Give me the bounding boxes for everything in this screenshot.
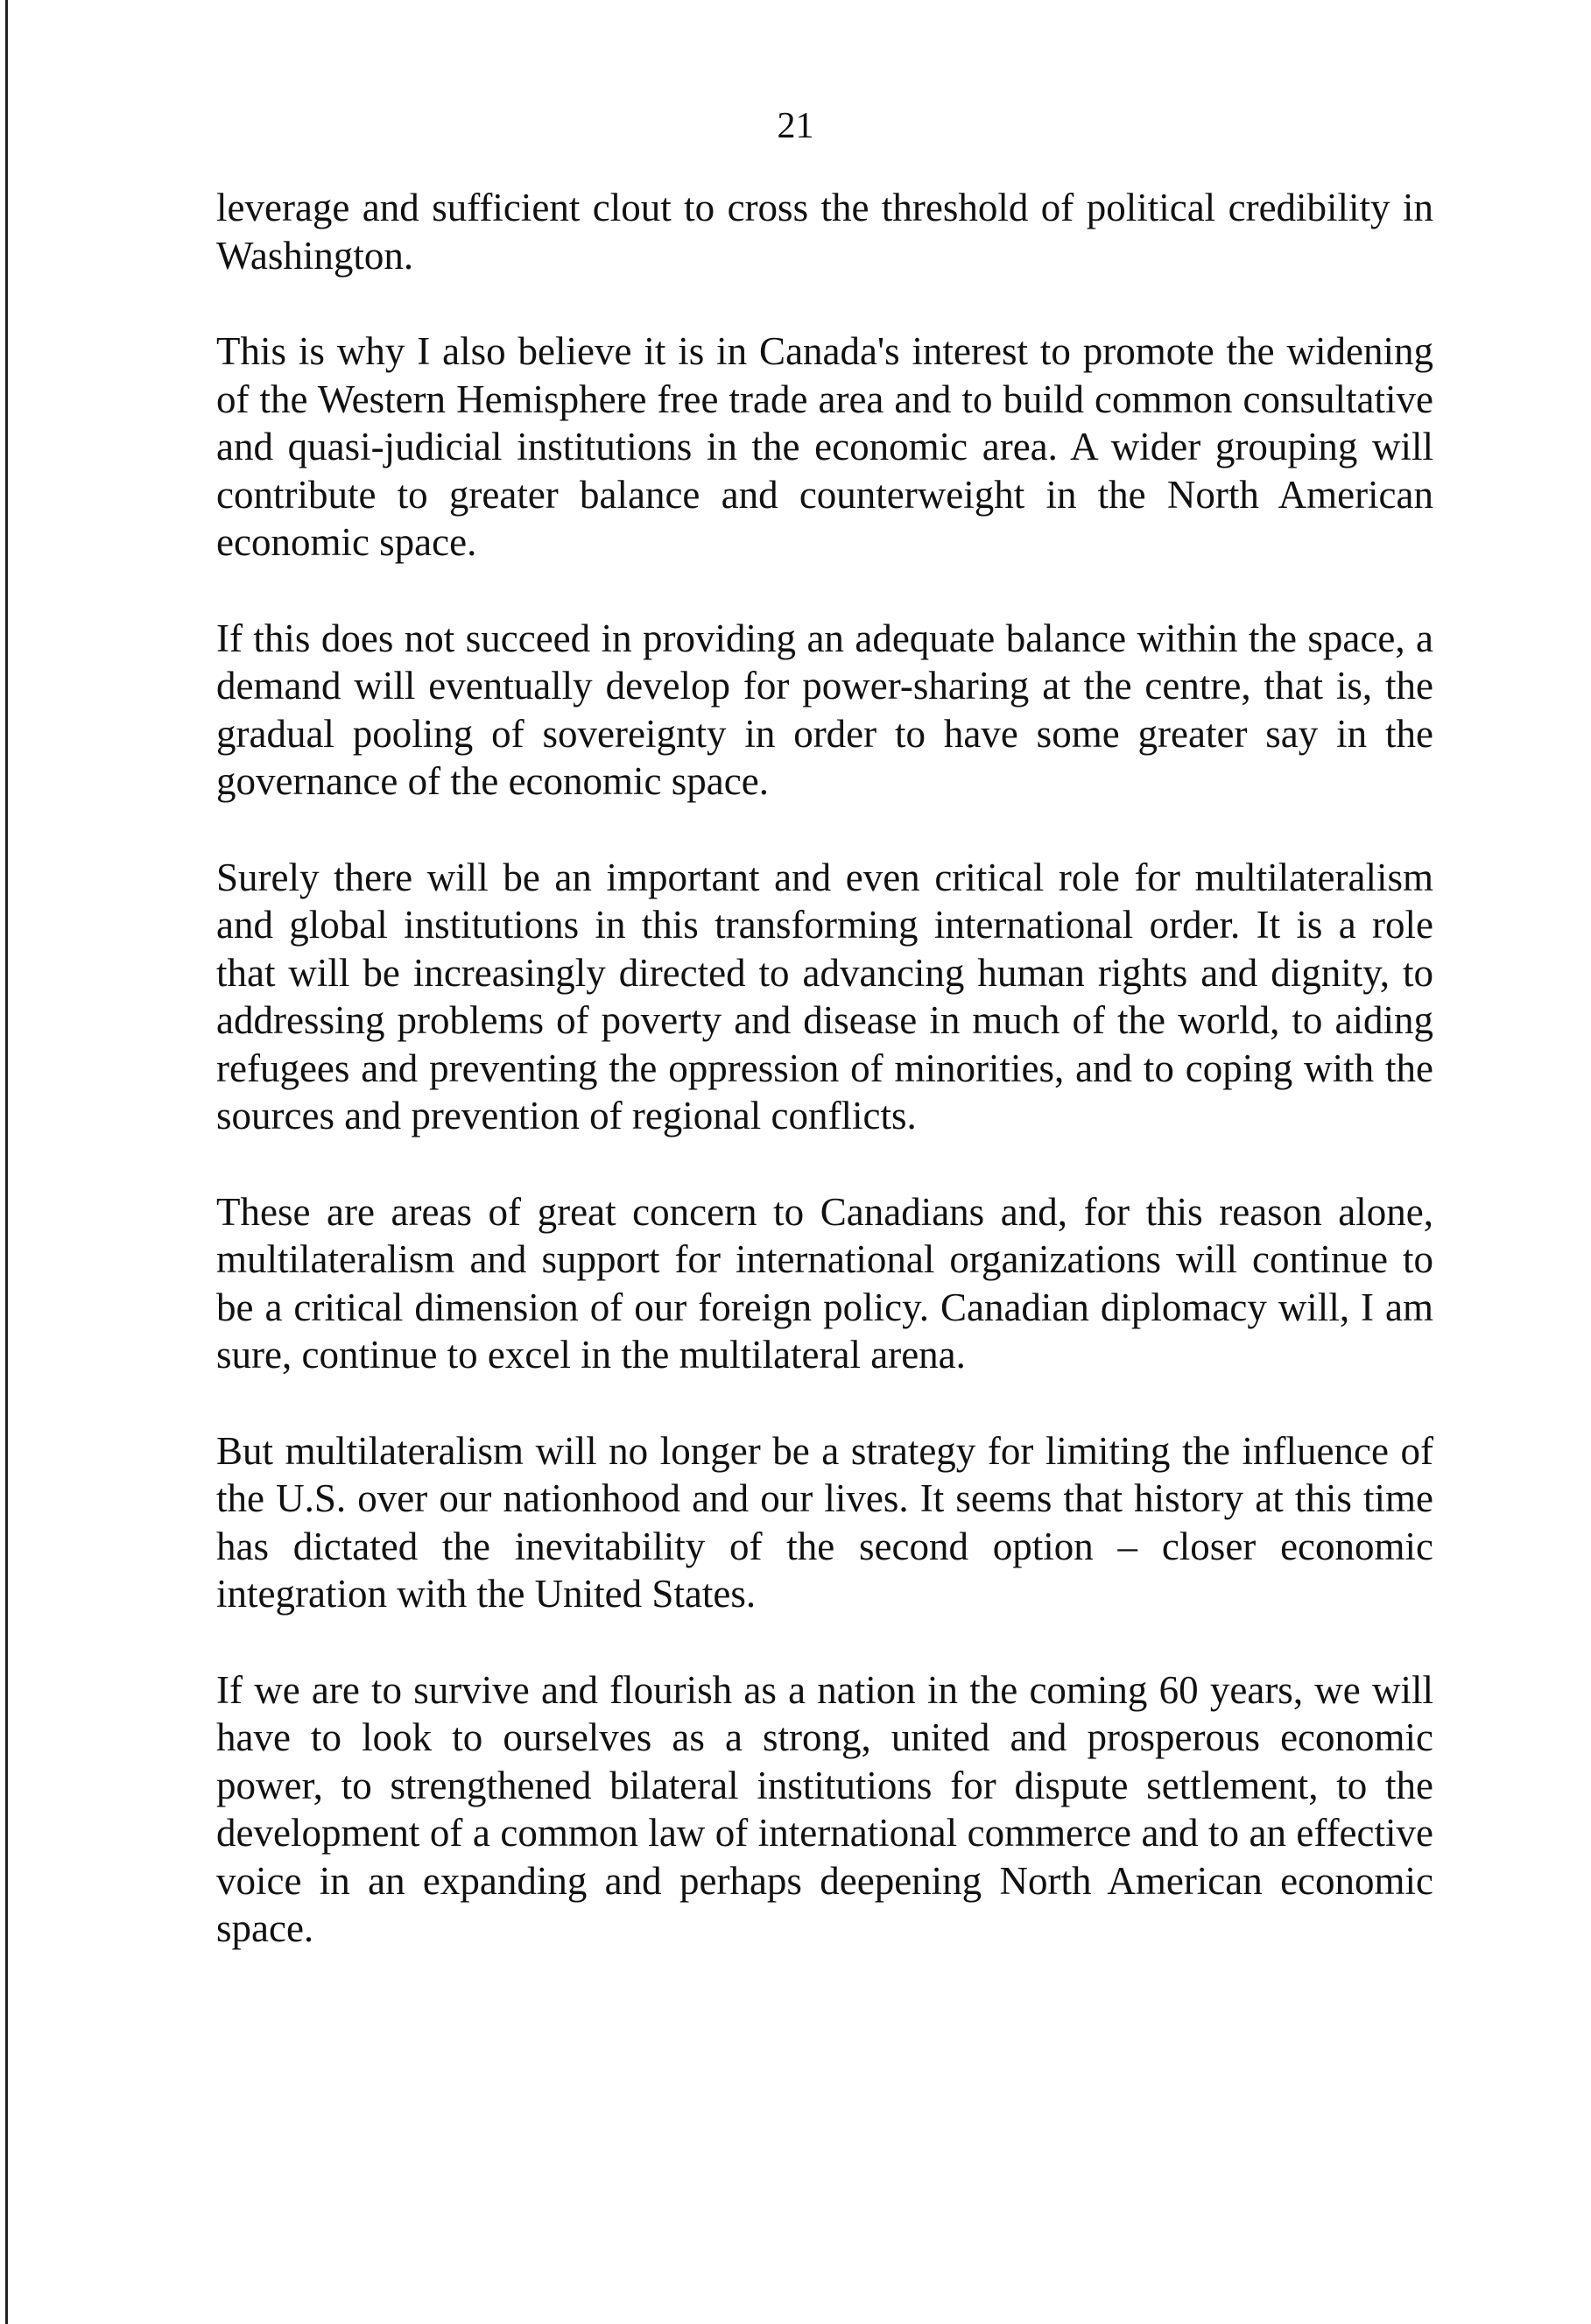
paragraph: If this does not succeed in providing an adequate balance within the space, a demand will eventually develop for power-sharing at the centre, that is, the gradual pooling of sovereignty in order to have some greater say in the governance of the economic space. [216,616,1433,803]
paragraph: But multilateralism will no longer be a strategy for limiting the influence of the U.S. over our nationhood and our lives. It seems that history at this time has dictated the inevitability of the second option – closer economic integration with the United States. [216,1428,1433,1616]
paragraph: If we are to survive and flourish as a nation in the coming 60 years, we will have to look to ourselves as a strong, united and prosperous economic power, to strengthened bilateral institutions for dispute settlement, to the development of a common law of international commerce and to an effective voice in an expanding and perhaps deepening North American economic space. [216,1667,1433,1950]
paragraph: leverage and sufficient clout to cross the threshold of political credibility in Washington. [216,186,1433,278]
paragraph: These are areas of great concern to Canadians and, for this reason alone, multilateralism and support for international organizations will continue to be a critical dimension of our foreign policy. Canadian diplomacy will, I am sure, continue to excel in the multilateral arena. [216,1189,1433,1377]
scan-edge-line [5,0,8,2324]
paragraph: Surely there will be an important and even critical role for multilateralism and global institutions in this transforming international order. It is a role that will be increasingly directed to advancing human rights and dignity, to addressing problems of poverty and disease in much of the world, to aiding refugees and preventing the oppression of minorities, and to coping with the sources and prevention of regional conflicts. [216,855,1433,1137]
paragraph: This is why I also believe it is in Canada's interest to promote the widening of the Western Hemisphere free trade area and to build common consultative and quasi-judicial institutions in the economic area. A wider grouping will contribute to greater balance and counterweight in the North American economic space. [216,329,1433,564]
body-text [216,184,1433,2001]
page-number: 21 [777,106,814,146]
